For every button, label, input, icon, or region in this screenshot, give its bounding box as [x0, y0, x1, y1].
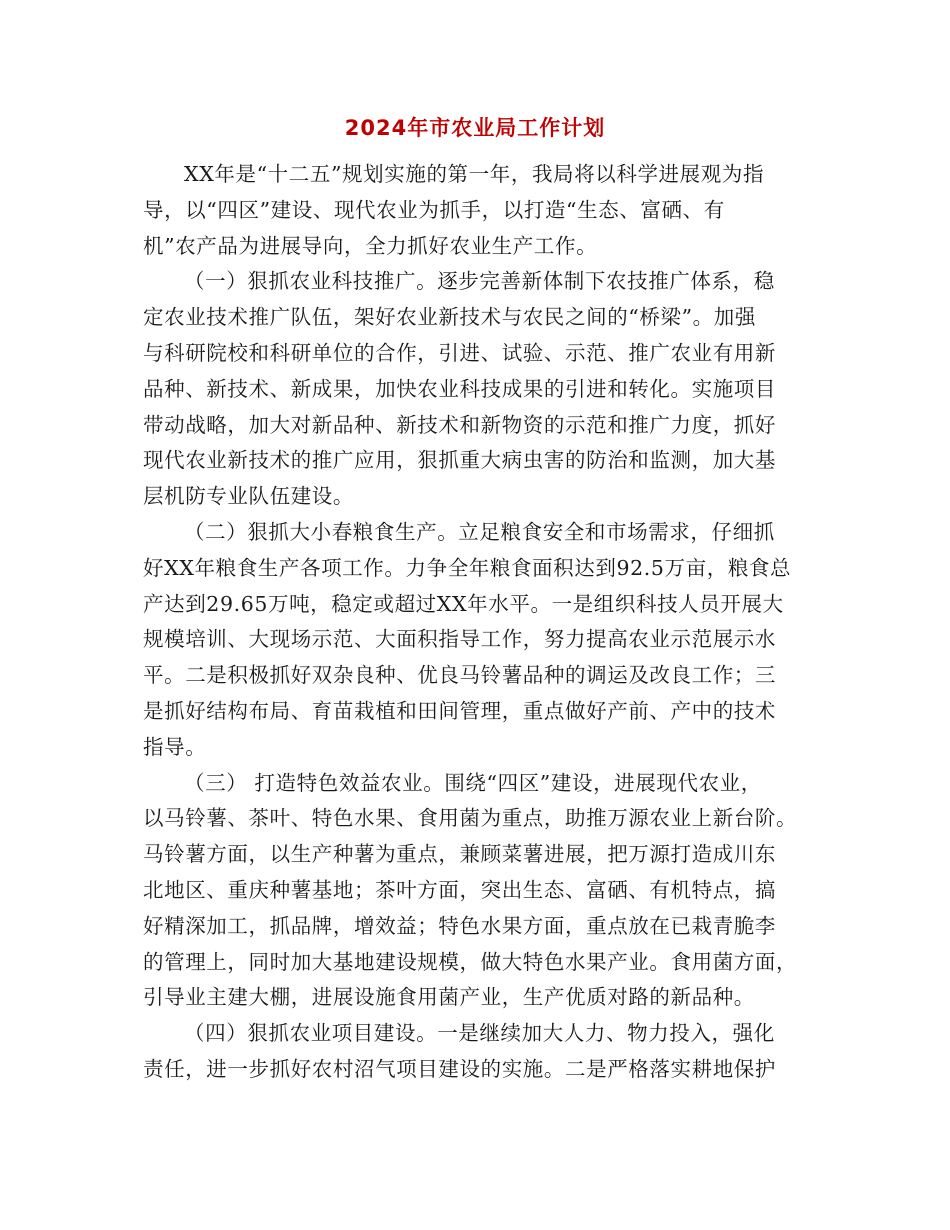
text-line: 与科研院校和科研单位的合作，引进、试验、示范、推广农业有用新: [143, 340, 776, 365]
text-line: 平。二是积极抓好双杂良种、优良马铃薯品种的调运及改良工作；三: [143, 663, 776, 688]
text-line: （二）狠抓大小春粮食生产。立足粮食安全和市场需求，仔细抓: [184, 519, 775, 544]
paragraph-intro: [143, 157, 803, 264]
text-line: 指导。: [143, 734, 207, 759]
text-line: 带动战略，加大对新品种、新技术和新物资的示范和推广力度，抓好: [143, 412, 776, 437]
text-line: 层机防专业队伍建设。: [143, 484, 354, 509]
text-line: 的管理上，同时加大基地建设规模，做大特色水果产业。食用菌方面，: [143, 949, 798, 974]
text-line: 现代农业新技术的推广应用，狠抓重大病虫害的防治和监测，加大基: [143, 448, 776, 473]
text-line: 产达到29.65万吨，稳定或超过XX年水平。一是组织科技人员开展大: [143, 591, 784, 616]
paragraph-section-2: [143, 515, 803, 766]
text-line: （四）狠抓农业项目建设。一是继续加大人力、物力投入，强化: [184, 1021, 775, 1046]
text-line: 导，以“四区”建设、现代农业为抓手，以打造“生态、富硒、有: [143, 197, 725, 222]
text-line: XX年是“十二五”规划实施的第一年，我局将以科学进展观为指: [184, 162, 765, 186]
document-body: [143, 157, 803, 1088]
paragraph-section-4: [143, 1016, 803, 1088]
text-line: 定农业技术推广队伍，架好农业新技术与农民之间的“桥梁”。加强: [143, 305, 756, 330]
text-line: 责任，进一步抓好农村沼气项目建设的实施。二是严格落实耕地保护: [143, 1056, 776, 1081]
paragraph-section-1: [143, 264, 803, 515]
text-line: 规模培训、大现场示范、大面积指导工作，努力提高农业示范展示水: [143, 627, 776, 652]
document-title: 2024年市农业局工作计划: [344, 116, 606, 140]
paragraph-section-3: [143, 766, 803, 1017]
text-line: 引导业主建大棚，进展设施食用菌产业，生产优质对路的新品种。: [143, 985, 755, 1010]
text-line: 是抓好结构布局、育苗栽植和田间管理，重点做好产前、产中的技术: [143, 698, 776, 723]
text-line: 北地区、重庆种薯基地；茶叶方面，突出生态、富硒、有机特点，搞: [143, 877, 776, 902]
text-line: （一）狠抓农业科技推广。逐步完善新体制下农技推广体系，稳: [184, 269, 775, 294]
text-line: 马铃薯方面，以生产种薯为重点，兼顾菜薯进展，把万源打造成川东: [143, 842, 776, 867]
text-line: 品种、新技术、新成果，加快农业科技成果的引进和转化。实施项目: [143, 376, 776, 401]
text-line: 好XX年粮食生产各项工作。力争全年粮食面积达到92.5万亩，粮食总: [143, 555, 792, 580]
text-line: （三） 打造特色效益农业。围绕“四区”建设，进展现代农业，: [184, 770, 762, 795]
text-line: 以马铃薯、茶叶、特色水果、食用菌为重点，助推万源农业上新台阶。: [143, 806, 798, 831]
text-line: 机”农产品为进展导向，全力抓好农业生产工作。: [143, 233, 598, 258]
text-line: 好精深加工，抓品牌，增效益；特色水果方面，重点放在已栽青脆李: [143, 913, 776, 938]
